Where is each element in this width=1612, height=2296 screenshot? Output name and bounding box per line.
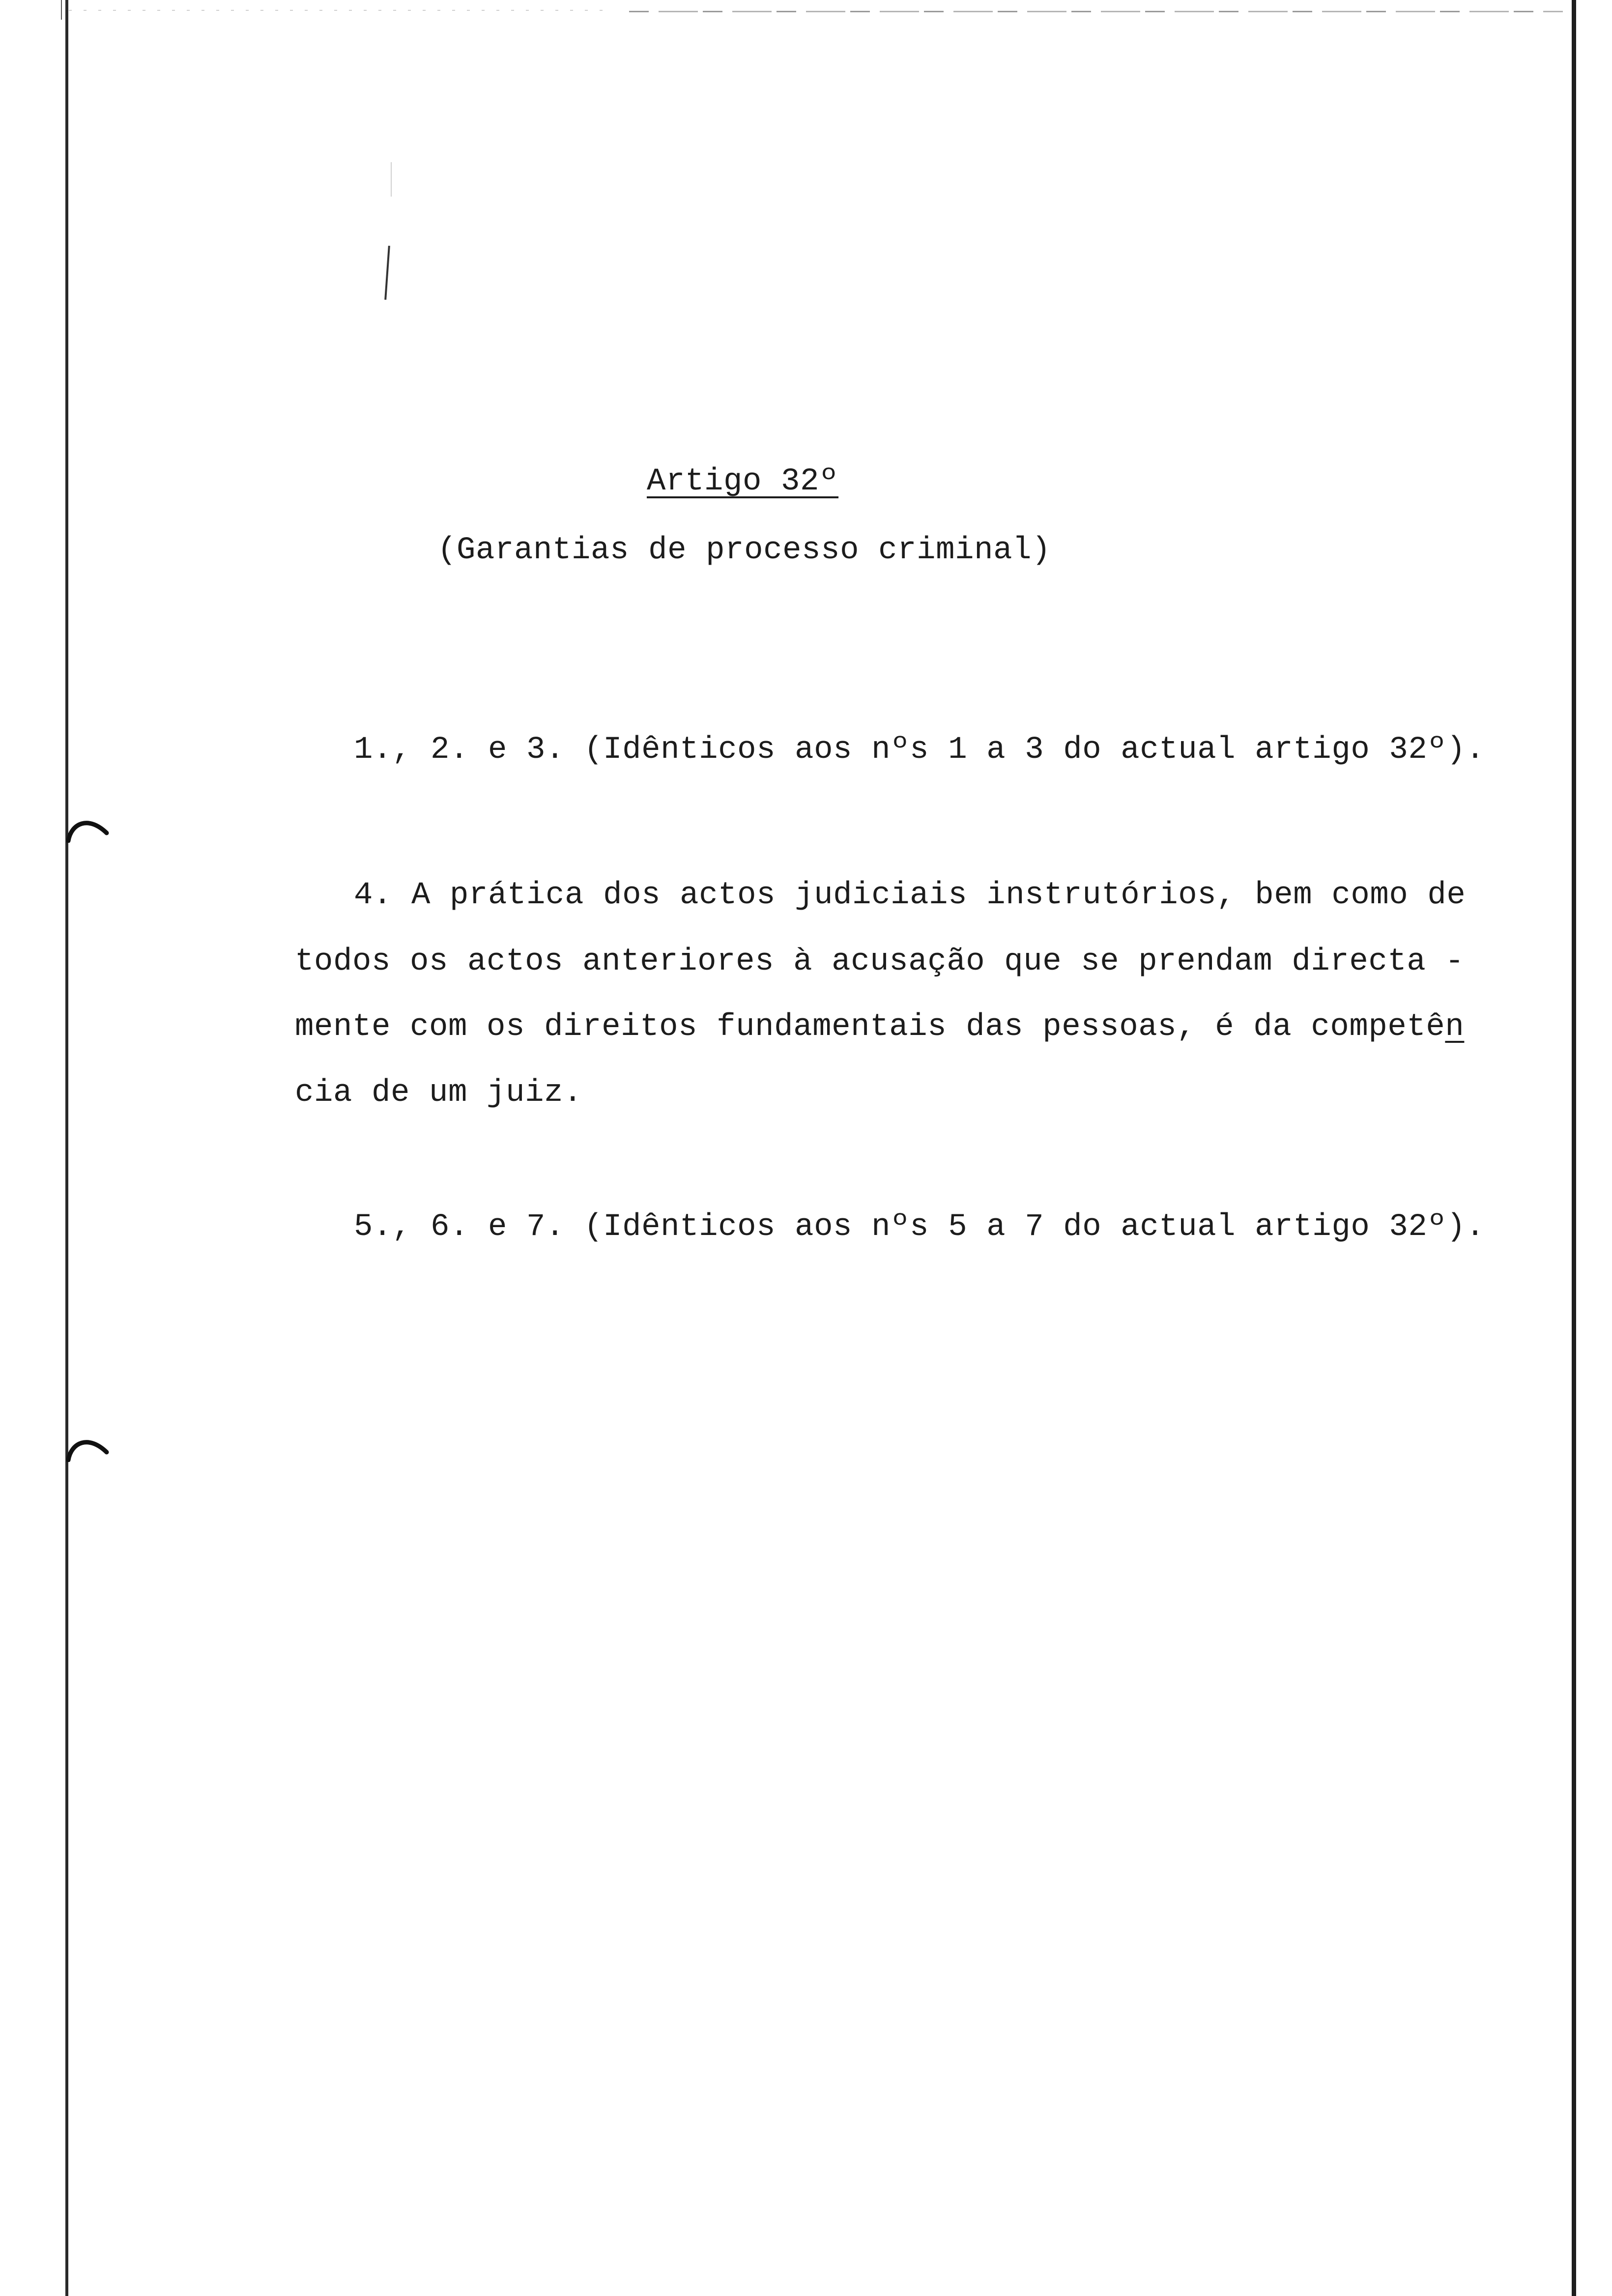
stray-pen-mark [384, 246, 390, 300]
scan-right-border [1572, 0, 1576, 2296]
paragraph-4-hyphen-underline: n [1445, 1009, 1465, 1045]
paragraph-4-line-4: cia de um juiz. [295, 1075, 583, 1111]
article-subtitle: (Garantias de processo criminal) [437, 533, 1051, 568]
article-title: Artigo 32º [647, 464, 839, 499]
paragraph-4-line-1: 4. A prática dos actos judiciais instrutórios, bem como de [354, 878, 1466, 913]
paragraph-4-line-3-text: mente com os direitos fundamentais das pessoas, é da competê [295, 1009, 1445, 1045]
paragraph-4-line-3 [295, 1011, 1464, 1043]
scan-top-edge [629, 11, 1563, 12]
scan-top-edge-faint [69, 10, 609, 11]
punch-hole-mark-icon [66, 1433, 111, 1462]
paragraph-1-3: 1., 2. e 3. (Idênticos aos nºs 1 a 3 do actual artigo 32º). [354, 732, 1485, 768]
paragraph-5-7: 5., 6. e 7. (Idênticos aos nºs 5 a 7 do actual artigo 32º). [354, 1209, 1485, 1245]
punch-hole-mark-icon [66, 813, 111, 843]
scan-left-border-tick [61, 0, 62, 20]
paragraph-4-line-2: todos os actos anteriores à acusação que se prendam directa - [295, 944, 1465, 979]
scan-left-border [65, 0, 68, 2296]
stray-faint-mark [391, 162, 392, 197]
